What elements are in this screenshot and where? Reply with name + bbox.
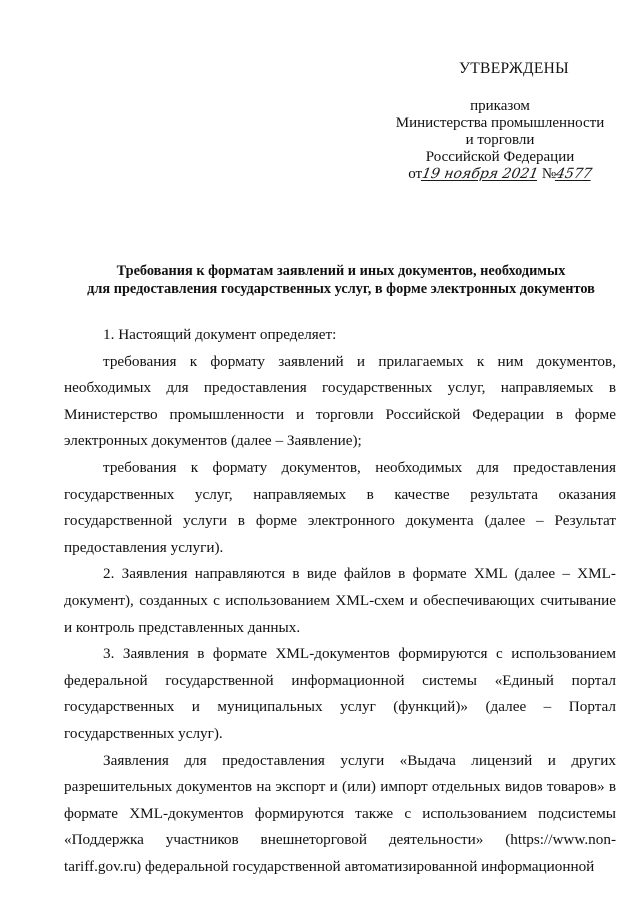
approved-stamp-title: УТВЕРЖДЕНЫ [459,60,569,77]
approval-date-number [380,166,620,183]
heading-line-1: Требования к форматам заявлений и иных документов, необходимых [116,263,566,279]
approval-line-order: приказом [470,98,530,114]
approval-block [380,60,620,183]
paragraph-3: требования к формату документов, необходимых для предоставления государственных услуг, направляемых в качестве результата оказания государственной услуги в форме электронного документа (далее – Результат предоставления услуги). [64,458,616,556]
document-body [64,322,616,880]
approval-line-ministry: Министерства промышленности [395,115,605,131]
paragraph-2: требования к формату заявлений и прилагаемых к ним документов, необходимых для предоставления государственных услуг, направляемых в Министерство промышленности и торговли Российской Федерации в форме электронных документов (далее – Заявление); [64,352,616,450]
approval-line-trade: и торговли [465,132,535,148]
paragraph-1: 1. Настоящий документ определяет: [103,326,337,343]
number-prefix: № [541,166,557,182]
paragraph-4: 2. Заявления направляются в виде файлов в формате XML (далее – XML-документ), созданных с использованием XML-схем и обеспечивающих считывание и контроль представленных данных. [64,565,616,636]
handwritten-date: 19 ноября 2021 [420,166,540,182]
handwritten-number: 4577 [554,166,594,182]
date-prefix: от [408,166,423,182]
document-heading [60,262,622,298]
approval-line-federation: Российской Федерации [425,149,575,165]
heading-line-2: для предоставления государственных услуг, в форме электронных документов [87,281,595,297]
paragraph-5: 3. Заявления в формате XML-документов формируются с использованием федеральной государственной информационной системы «Единый портал государственных и муниципальных услуг (функций)» (далее – Портал государственных услуг). [64,645,616,742]
paragraph-6: Заявления для предоставления услуги «Выдача лицензий и других разрешительных документов на экспорт и (или) импорт отдельных видов товаров» в формате XML-документов формируются также с использованием подсистемы «Поддержка участников внешнеторговой деятельности» (https://www.non-tariff.gov.ru) федеральной государственной автоматизированной информационной [64,751,616,875]
